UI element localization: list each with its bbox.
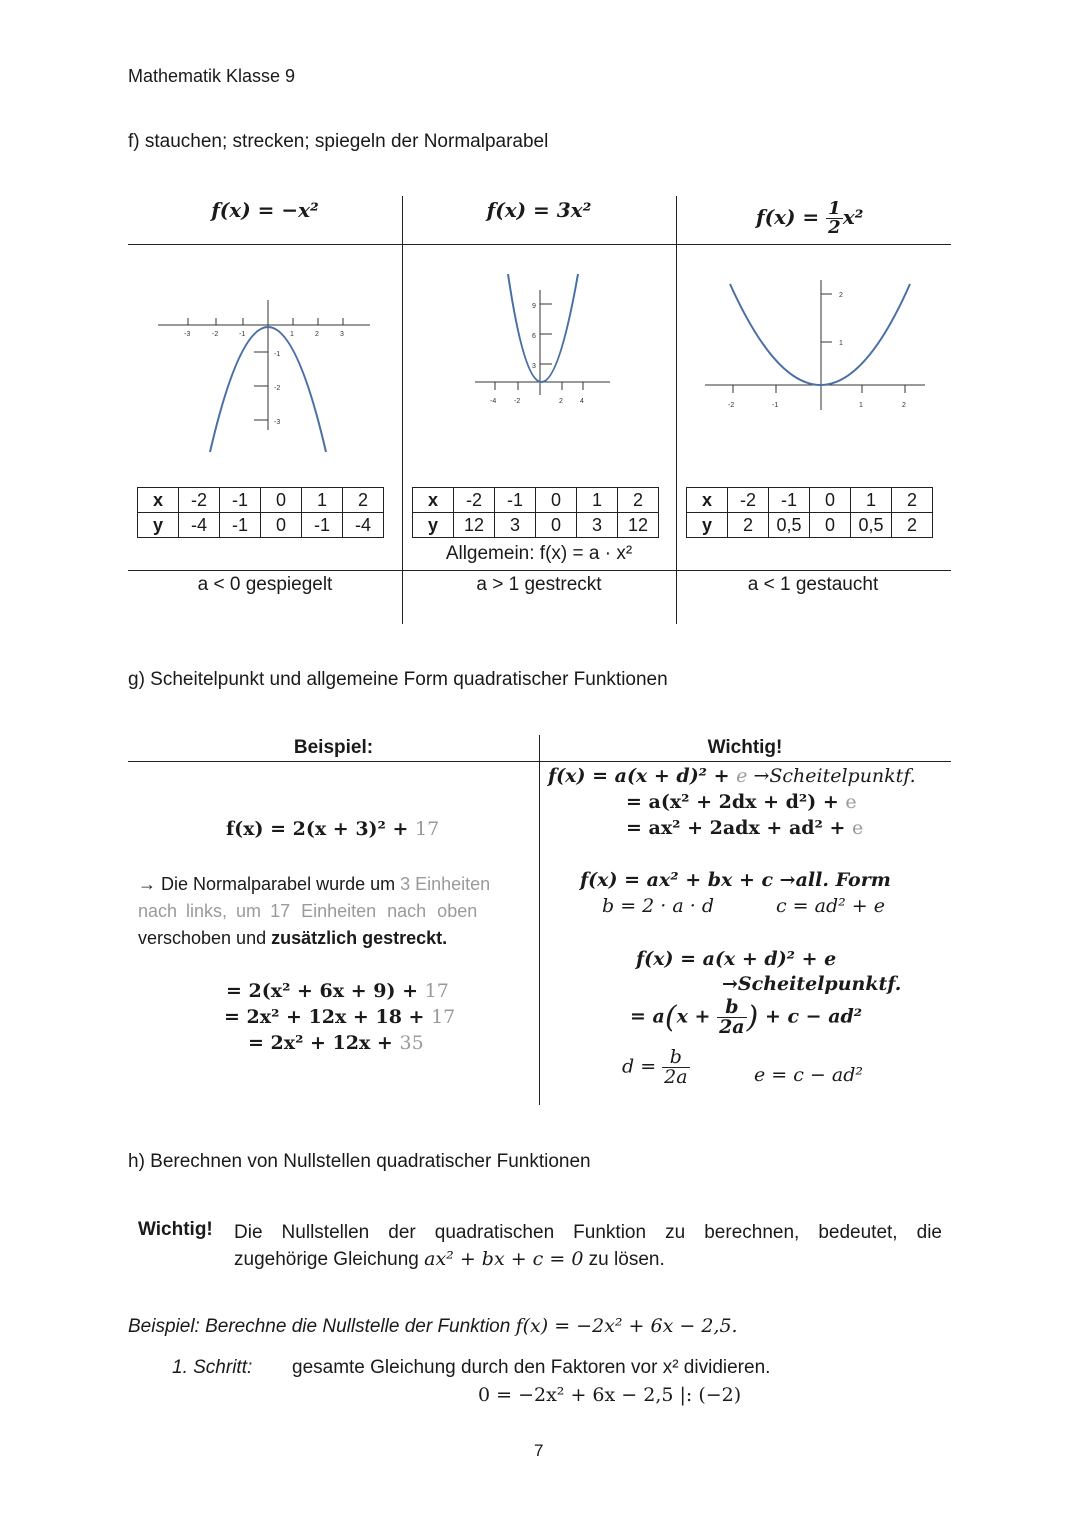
- example-formula: f(x) = 2(x + 3)² + 17: [226, 818, 440, 840]
- section-f-heading: f) stauchen; strecken; spiegeln der Normalparabel: [128, 131, 549, 152]
- graph-half-x2: [700, 270, 930, 430]
- formula-half-x2: f(x) = $\frac{1}{2}$ x²: [756, 198, 864, 238]
- tick-label: -2: [274, 385, 281, 392]
- value-table-neg-x2: x -2 -1 0 1 2 y -4 -1 0 -1 -4: [137, 487, 384, 538]
- vertex-form: f(x) = a(x + d)² + e: [636, 948, 837, 970]
- c-relation: c = ad² + e: [776, 895, 885, 917]
- general-formula: Allgemein: f(x) = a · x²: [445, 543, 633, 564]
- note-mirrored: a < 0 gespiegelt: [197, 574, 333, 595]
- section-h-heading: h) Berechnen von Nullstellen quadratischer Funktionen: [128, 1151, 591, 1172]
- example-steps: = 2(x² + 6x + 9) + 17 = 2x² + 12x + 18 + 17 = 2x² + 12x + 35: [224, 980, 456, 1054]
- step-equation: 0 = −2x² + 6x − 2,5 |: (−2): [478, 1384, 742, 1406]
- tick-label: -1: [274, 351, 281, 358]
- step-text: gesamte Gleichung durch den Faktoren vor x² dividieren.: [292, 1357, 771, 1378]
- tick-label: -4: [490, 398, 497, 405]
- tick-label: 3: [532, 363, 536, 370]
- example-explanation: → Die Normalparabel wurde um 3 Einheiten nach links, um 17 Einheiten nach oben verschoben und zusätzlich gestreckt.: [138, 874, 491, 948]
- d-formula: d = $\frac{b}{2a}$: [622, 1046, 688, 1088]
- note-stretched: a > 1 gestreckt: [476, 574, 602, 595]
- e-formula: e = c − ad²: [754, 1064, 863, 1086]
- tick-label: 2: [902, 402, 906, 409]
- tick-label: 1: [839, 340, 843, 347]
- tick-label: -1: [239, 331, 246, 338]
- tick-label: 2: [839, 292, 843, 299]
- vertex-form-label: →Scheitelpunktf.: [722, 973, 902, 995]
- graph-3x2: [470, 270, 620, 430]
- tick-label: -1: [772, 402, 779, 409]
- example-title: Beispiel:: [293, 737, 374, 758]
- general-form: f(x) = ax² + bx + c →all. Form: [580, 869, 891, 891]
- section-g-heading: g) Scheitelpunkt und allgemeine Form quadratischer Funktionen: [128, 669, 668, 690]
- tick-label: -2: [728, 402, 735, 409]
- note-compressed: a < 1 gestaucht: [747, 574, 879, 595]
- tick-label: -3: [274, 419, 281, 426]
- vertex-form-derivation: f(x) = a(x + d)² + e →Scheitelpunktf. = a(x² + 2dx + d²) + e = ax² + 2adx + ad² + e: [548, 765, 916, 839]
- formula-neg-x2: f(x) = −x²: [211, 198, 319, 222]
- tick-label: 2: [559, 398, 563, 405]
- tick-label: 2: [315, 331, 319, 338]
- tick-label: 4: [580, 398, 584, 405]
- completed-square: = a(x + $\frac{b}{2a}$ ) + c − ad²: [630, 996, 863, 1038]
- tick-label: -3: [184, 331, 191, 338]
- tick-label: 6: [532, 333, 536, 340]
- step-label: 1. Schritt:: [172, 1357, 253, 1378]
- tick-label: -2: [212, 331, 219, 338]
- important-label: Wichtig!: [138, 1219, 213, 1240]
- tick-label: -2: [514, 398, 521, 405]
- tick-label: 1: [290, 331, 294, 338]
- b-relation: b = 2 · a · d: [602, 895, 714, 917]
- graph-neg-x2: [150, 290, 380, 460]
- important-text: Die Nullstellen der quadratischen Funktion zu berechnen, bedeutet, die zugehörige Gleichung ax² + bx + c = 0 zu lösen.: [234, 1222, 942, 1270]
- tick-label: 1: [859, 402, 863, 409]
- example-task: Beispiel: Berechne die Nullstelle der Funktion f(x) = −2x² + 6x − 2,5.: [128, 1315, 738, 1337]
- page-number: 7: [534, 1441, 544, 1460]
- tick-label: 3: [340, 331, 344, 338]
- document-header: Mathematik Klasse 9: [128, 66, 296, 86]
- tick-label: 9: [532, 303, 536, 310]
- important-title: Wichtig!: [707, 737, 783, 758]
- value-table-3x2: x -2 -1 0 1 2 y 12 3 0 3 12: [412, 487, 659, 538]
- formula-3x2: f(x) = 3x²: [486, 198, 592, 222]
- value-table-half-x2: x -2 -1 0 1 2 y 2 0,5 0 0,5 2: [686, 487, 933, 538]
